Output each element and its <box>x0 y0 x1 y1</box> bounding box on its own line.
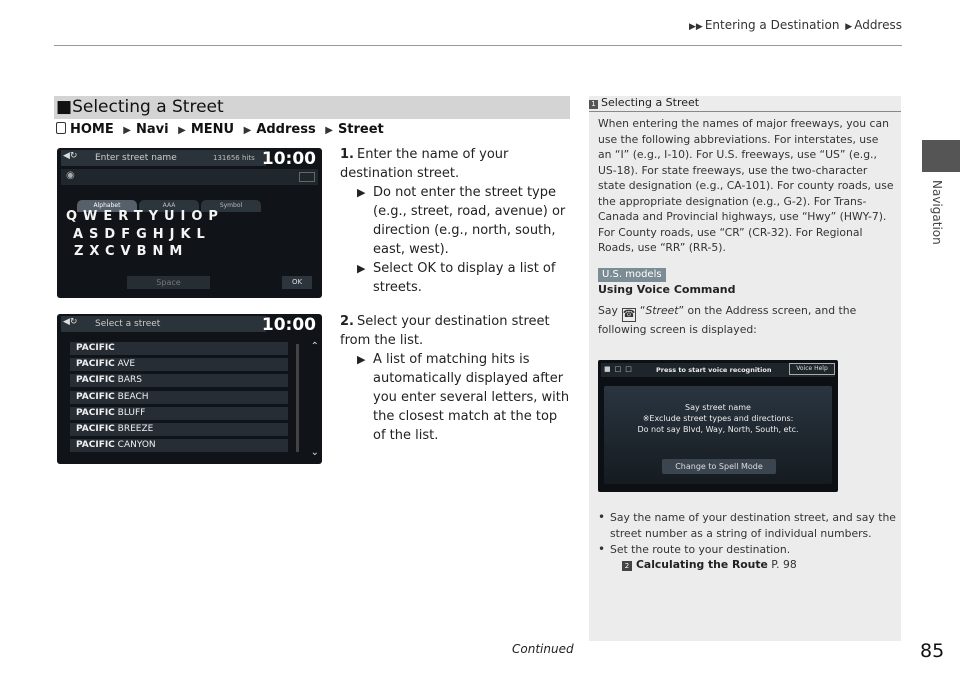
section-heading: ■Selecting a Street <box>54 96 570 119</box>
note-title <box>589 96 699 109</box>
cross-reference[interactable] <box>622 558 797 571</box>
step-number: 2. <box>340 314 354 329</box>
list-item[interactable] <box>70 423 288 436</box>
home-icon <box>56 122 66 134</box>
continued-label: Continued <box>512 642 574 656</box>
list-item-bold: PACIFIC <box>76 407 115 418</box>
note-bullet: • Set the route to your destination. <box>598 542 896 558</box>
step-2 <box>340 312 570 445</box>
note-paragraph: When entering the names of major freeways, you can use the following abbreviations. For interstates, use an “I” (e.g., I-10). For U.S. freeways, use “US” (e.g., US-18). For state freeways, use the two-character state designation (e.g., CA-101). For county roads, use the appropriate designation (e.g., G-2). For Trans-Canada and Provincial highways, use “Hwy” (HWY-7). For County roads, use “CR” (CR-32). For Regional Roads, use “RR” (RR-5). <box>598 117 894 254</box>
path-item: Address <box>256 122 316 137</box>
substep-arrow-icon: ▶ <box>357 262 366 275</box>
delete-key[interactable] <box>299 172 315 182</box>
screen-title: Enter street name <box>95 153 177 163</box>
list-item-bold: PACIFIC <box>76 391 115 402</box>
clock: 10:00 <box>261 149 316 169</box>
list-item-rest: BARS <box>114 375 142 386</box>
keyboard-row[interactable]: ASDFGHJKL <box>73 227 211 242</box>
voice-command-text: Say ☎ “Street” on the Address screen, and the following screen is displayed: <box>598 304 857 336</box>
step-substep <box>340 259 570 297</box>
tab-symbol[interactable]: Symbol <box>201 200 261 212</box>
list-item-bold: PACIFIC <box>76 440 115 451</box>
spell-mode-button[interactable]: Change to Spell Mode <box>662 459 776 474</box>
back-icon[interactable]: ◀↻ <box>63 151 78 161</box>
step-number: 1. <box>340 147 354 162</box>
voice-line: Say street name <box>685 403 751 412</box>
breadcrumb <box>687 18 902 32</box>
xref-label: Calculating the Route <box>636 558 768 571</box>
list-item[interactable] <box>70 407 288 420</box>
keyboard-row[interactable]: ZXCVBNM <box>74 244 189 259</box>
scroll-up-icon[interactable]: ⌃ <box>310 341 319 352</box>
path-item: MENU <box>190 122 235 137</box>
voice-help-button[interactable]: Voice Help <box>789 363 835 375</box>
hit-count: 131656 hits <box>213 154 255 162</box>
globe-icon[interactable]: ◉ <box>66 170 75 181</box>
breadcrumb-arrow-icon: ▶▶ <box>689 22 703 32</box>
voice-hint: Press to start voice recognition <box>656 366 772 374</box>
note-bullet: • Say the name of your destination street, and say the street number as a string of individual numbers. <box>598 510 896 541</box>
street-list-screen <box>57 314 322 464</box>
note-body <box>598 116 894 338</box>
chapter-tab[interactable] <box>922 140 960 172</box>
list-item-bold: PACIFIC <box>76 423 115 434</box>
path-item: Navi <box>135 122 169 137</box>
scroll-down-icon[interactable]: ⌄ <box>310 447 319 458</box>
substep-text: Do not enter the street type (e.g., street, road, avenue) or direction (e.g., north, south, east, west). <box>373 185 566 257</box>
list-item-bold: PACIFIC <box>76 375 115 386</box>
ok-button[interactable]: OK <box>282 276 312 289</box>
path-arrow-icon: ▶ <box>123 125 131 136</box>
list-item-rest: BREEZE <box>114 423 154 434</box>
substep-text: Select OK to display a list of streets. <box>373 261 556 295</box>
substep-arrow-icon: ▶ <box>357 186 366 199</box>
substep-arrow-icon: ▶ <box>357 353 366 366</box>
chapter-label <box>924 180 954 290</box>
space-key[interactable]: Space <box>127 276 210 289</box>
breadcrumb-arrow-icon: ▶ <box>845 22 853 32</box>
page-number: 85 <box>920 640 945 662</box>
step-text: Select your destination street from the list. <box>340 314 550 348</box>
street-list <box>70 342 288 455</box>
clock: 10:00 <box>261 315 316 335</box>
path-item: HOME <box>70 122 114 137</box>
say-text: Say <box>598 304 618 317</box>
xref-page: P. 98 <box>771 558 797 571</box>
voice-command-heading: Using Voice Command <box>598 282 736 296</box>
keyboard-row[interactable]: QWERTYUIOP <box>66 209 224 224</box>
path-item: Street <box>337 122 384 137</box>
voice-message-panel <box>604 386 832 484</box>
model-badge: U.S. models <box>598 268 666 282</box>
chapter-label-text: Navigation <box>930 180 944 245</box>
path-arrow-icon: ▶ <box>325 125 333 136</box>
list-item-rest: BLUFF <box>114 407 146 418</box>
step-1 <box>340 145 570 297</box>
step-substep <box>340 183 570 259</box>
list-item[interactable] <box>70 358 288 371</box>
talk-icon: ☎ <box>622 309 636 320</box>
breadcrumb-item[interactable]: Address <box>854 18 902 32</box>
voice-rest-text: on the Address screen, and the following screen is displayed: <box>598 304 857 336</box>
note-icon: 1 <box>589 100 598 109</box>
voice-message <box>604 402 832 435</box>
header-divider <box>54 45 902 46</box>
path-arrow-icon: ▶ <box>243 125 252 136</box>
screen-title: Select a street <box>95 319 161 329</box>
breadcrumb-item[interactable]: Entering a Destination <box>704 18 840 32</box>
note-title-text: Selecting a Street <box>601 96 700 109</box>
voice-word: Street <box>645 304 679 317</box>
list-item-bold: PACIFIC <box>76 343 115 353</box>
step-list <box>340 145 570 460</box>
back-icon[interactable]: ◀↻ <box>63 317 78 327</box>
voice-line: Do not say Blvd, Way, North, South, etc. <box>637 425 799 434</box>
list-item[interactable] <box>70 439 288 452</box>
street-name-input[interactable] <box>61 169 318 185</box>
xref-icon: 2 <box>622 561 632 571</box>
path-arrow-icon: ▶ <box>178 125 186 136</box>
substep-text: A list of matching hits is automatically displayed after you enter several letters, with the closest match at the top of the list. <box>373 352 570 443</box>
scrollbar[interactable] <box>296 344 299 452</box>
list-item-rest: BEACH <box>114 391 149 402</box>
screen-title-bar <box>61 316 266 332</box>
step-substep <box>340 350 570 445</box>
voice-line: ※Exclude street types and directions: <box>642 414 794 423</box>
list-item-rest: AVE <box>114 359 136 370</box>
voice-status-icons: ■□□ <box>604 365 636 373</box>
list-item-bold: PACIFIC <box>76 359 115 370</box>
tab-aaa[interactable]: AAA <box>139 200 199 212</box>
list-item[interactable] <box>70 374 288 387</box>
street-entry-screen <box>57 148 322 298</box>
section-title: Selecting a Street <box>72 97 224 117</box>
step-text: Enter the name of your destination street. <box>340 147 509 181</box>
menu-path <box>56 122 384 137</box>
list-item[interactable] <box>70 391 288 404</box>
list-item-rest: CANYON <box>114 440 156 451</box>
list-item[interactable] <box>70 342 288 355</box>
voice-screen <box>598 360 838 492</box>
tab-alphabet[interactable]: Alphabet <box>77 200 137 212</box>
note-divider <box>589 111 901 112</box>
